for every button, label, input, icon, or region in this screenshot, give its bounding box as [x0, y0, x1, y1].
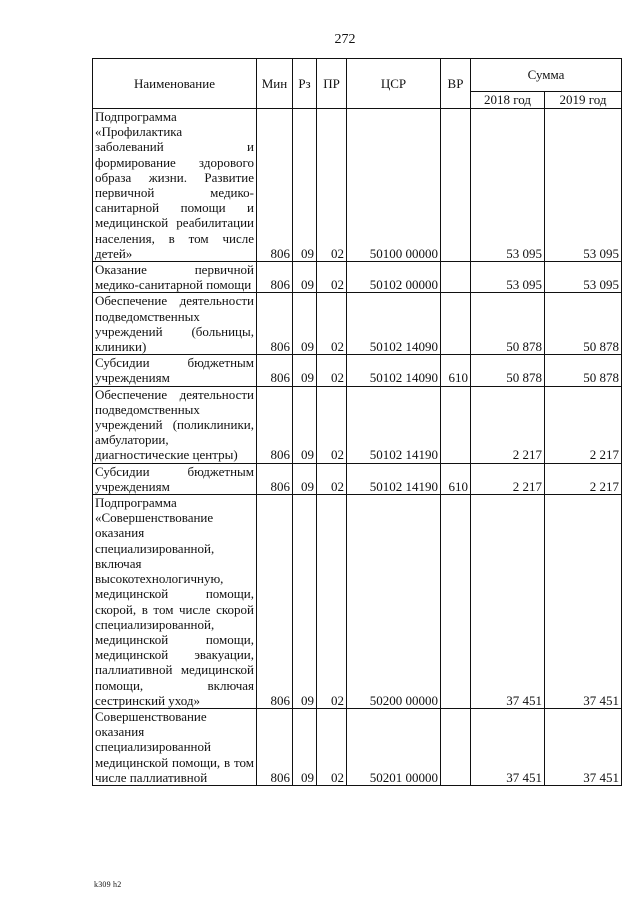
cell-rz: 09 [293, 293, 317, 355]
cell-sum-2019: 53 095 [545, 109, 622, 262]
cell-sum-2018: 50 878 [471, 355, 545, 386]
cell-vr: 610 [441, 463, 471, 494]
cell-pr: 02 [317, 109, 347, 262]
header-pr: ПР [317, 59, 347, 109]
cell-sum-2018: 50 878 [471, 293, 545, 355]
table-row [93, 708, 622, 785]
table-row [93, 355, 622, 386]
cell-sum-2019: 53 095 [545, 262, 622, 293]
header-name: Наименование [93, 59, 257, 109]
cell-vr: 610 [441, 355, 471, 386]
cell-sum-2019: 37 451 [545, 495, 622, 709]
cell-pr: 02 [317, 355, 347, 386]
header-min: Мин [257, 59, 293, 109]
cell-sum-2019: 37 451 [545, 708, 622, 785]
cell-pr: 02 [317, 463, 347, 494]
cell-vr [441, 708, 471, 785]
cell-vr [441, 293, 471, 355]
table-row [93, 293, 622, 355]
cell-rz: 09 [293, 708, 317, 785]
cell-pr: 02 [317, 262, 347, 293]
cell-min: 806 [257, 262, 293, 293]
cell-vr [441, 495, 471, 709]
cell-min: 806 [257, 293, 293, 355]
cell-sum-2018: 53 095 [471, 262, 545, 293]
cell-name: Подпрограмма «Профилактика заболеваний и формирование здорового образа жизни. Развитие первичной медико-санитарной помощи и медицинской реабилитации населения, в том числе детей» [93, 109, 257, 262]
cell-min: 806 [257, 495, 293, 709]
cell-csr: 50102 14090 [347, 355, 441, 386]
cell-sum-2018: 37 451 [471, 708, 545, 785]
cell-min: 806 [257, 109, 293, 262]
table-row [93, 262, 622, 293]
cell-name: Субсидии бюджетным учреждениям [93, 463, 257, 494]
cell-rz: 09 [293, 355, 317, 386]
cell-csr: 50102 14190 [347, 463, 441, 494]
cell-name: Обеспечение деятельности подведомственных учреждений (больницы, клиники) [93, 293, 257, 355]
page-number: 272 [334, 32, 356, 47]
cell-name: Подпрограмма «Совершенствование оказания специализированной, включая высокотехнологичную, медицинской помощи, скорой, в том числе скорой специализированной, медицинской помощи, медицинской эвакуации, паллиативной медицинской помощи, включая сестринский уход» [93, 495, 257, 709]
cell-pr: 02 [317, 495, 347, 709]
header-year-2018: 2018 год [471, 92, 545, 109]
header-vr: ВР [441, 59, 471, 109]
cell-sum-2019: 2 217 [545, 463, 622, 494]
cell-min: 806 [257, 386, 293, 463]
cell-min: 806 [257, 463, 293, 494]
cell-min: 806 [257, 355, 293, 386]
cell-sum-2018: 2 217 [471, 463, 545, 494]
cell-csr: 50102 14090 [347, 293, 441, 355]
cell-pr: 02 [317, 386, 347, 463]
footer-code: k309 h2 [94, 880, 122, 889]
cell-rz: 09 [293, 463, 317, 494]
cell-vr [441, 262, 471, 293]
cell-rz: 09 [293, 386, 317, 463]
cell-csr: 50200 00000 [347, 495, 441, 709]
cell-sum-2019: 50 878 [545, 293, 622, 355]
cell-csr: 50201 00000 [347, 708, 441, 785]
cell-csr: 50102 00000 [347, 262, 441, 293]
cell-pr: 02 [317, 293, 347, 355]
cell-rz: 09 [293, 495, 317, 709]
cell-sum-2019: 2 217 [545, 386, 622, 463]
cell-name: Обеспечение деятельности подведомственных учреждений (поликлиники, амбулатории, диагностические центры) [93, 386, 257, 463]
table-row [93, 495, 622, 709]
cell-sum-2018: 37 451 [471, 495, 545, 709]
cell-name: Совершенствование оказания специализированной медицинской помощи, в том числе паллиативной [93, 708, 257, 785]
header-rz: Рз [293, 59, 317, 109]
table-row [93, 463, 622, 494]
cell-csr: 50100 00000 [347, 109, 441, 262]
header-year-2019: 2019 год [545, 92, 622, 109]
cell-rz: 09 [293, 109, 317, 262]
cell-csr: 50102 14190 [347, 386, 441, 463]
cell-sum-2018: 2 217 [471, 386, 545, 463]
cell-sum-2018: 53 095 [471, 109, 545, 262]
cell-rz: 09 [293, 262, 317, 293]
cell-name: Оказание первичной медико-санитарной помощи [93, 262, 257, 293]
table-row [93, 109, 622, 262]
table-row [93, 386, 622, 463]
budget-table [92, 58, 622, 786]
header-sum: Сумма [471, 59, 622, 92]
cell-pr: 02 [317, 708, 347, 785]
cell-min: 806 [257, 708, 293, 785]
cell-name: Субсидии бюджетным учреждениям [93, 355, 257, 386]
cell-vr [441, 109, 471, 262]
header-csr: ЦСР [347, 59, 441, 109]
cell-sum-2019: 50 878 [545, 355, 622, 386]
cell-vr [441, 386, 471, 463]
